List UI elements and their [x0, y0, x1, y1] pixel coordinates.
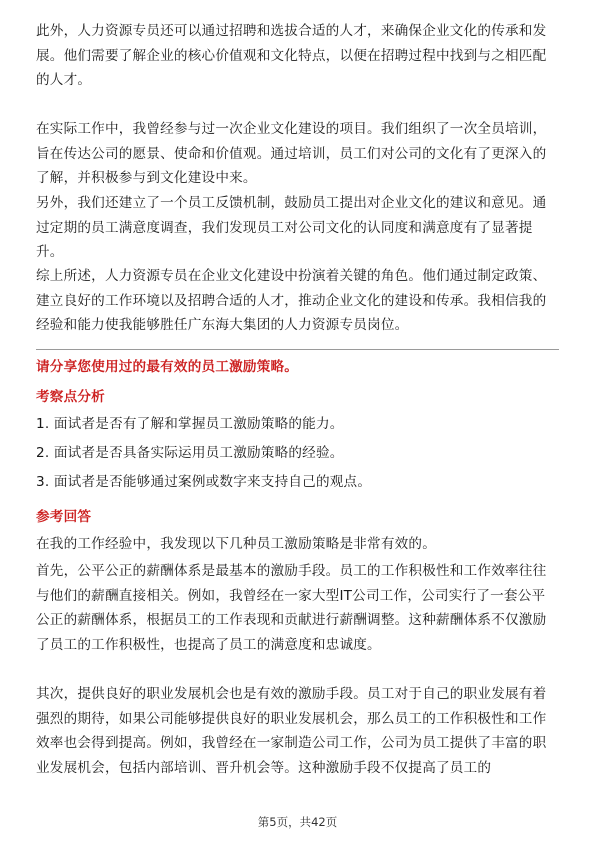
analysis-point: 2. 面试者是否具备实际运用员工激励策略的经验。 — [36, 445, 344, 461]
section-divider — [36, 349, 559, 350]
paragraph: 综上所述，人力资源专员在企业文化建设中扮演着关键的角色。他们通过制定政策、建立良好的工作环境以及招聘合适的人才，推动企业文化的建设和传承。我相信我的经验和能力使我能够胜任广东海大集团的人力资源专员岗位。 — [36, 268, 547, 333]
paragraph: 另外，我们还建立了一个员工反馈机制，鼓励员工提出对企业文化的建议和意见。通过定期的员工满意度调查，我们发现员工对公司文化的认同度和满意度有了显著提升。 — [36, 195, 547, 260]
answer-paragraph: 其次，提供良好的职业发展机会也是有效的激励手段。员工对于自己的职业发展有着强烈的期待，如果公司能够提供良好的职业发展机会，那么员工的工作积极性和工作效率也会得到提高。例如，我曾经在一家制造公司工作，公司为员工提供了丰富的职业发展机会，包括内部培训、晋升机会等。这种激励手段不仅提高了员工的 — [36, 686, 547, 776]
paragraph: 在实际工作中，我曾经参与过一次企业文化建设的项目。我们组织了一次全员培训，旨在传达公司的愿景、使命和价值观。通过培训，员工们对公司的文化有了更深入的了解，并积极参与到文化建设中来。 — [36, 121, 547, 186]
page-number: 第5页，共42页 — [257, 815, 338, 829]
analysis-point: 3. 面试者是否能够通过案例或数字来支持自己的观点。 — [36, 474, 372, 490]
paragraph: 此外，人力资源专员还可以通过招聘和选拔合适的人才，来确保企业文化的传承和发展。他们需要了解企业的核心价值观和文化特点，以便在招聘过程中找到与之相匹配的人才。 — [36, 23, 547, 88]
analysis-heading: 考察点分析 — [36, 389, 105, 405]
question-heading: 请分享您使用过的最有效的员工激励策略。 — [36, 359, 299, 375]
analysis-point: 1. 面试者是否有了解和掌握员工激励策略的能力。 — [36, 416, 344, 432]
answer-paragraph: 在我的工作经验中，我发现以下几种员工激励策略是非常有效的。 — [36, 536, 437, 552]
answer-paragraph: 首先，公平公正的薪酬体系是最基本的激励手段。员工的工作积极性和工作效率往往与他们的薪酬直接相关。例如，我曾经在一家大型IT公司工作，公司实行了一套公平公正的薪酬体系，根据员工的工作表现和贡献进行薪酬调整。这种薪酬体系不仅激励了员工的工作积极性，也提高了员工的满意度和忠诚度。 — [36, 563, 547, 653]
answer-heading: 参考回答 — [36, 509, 92, 525]
